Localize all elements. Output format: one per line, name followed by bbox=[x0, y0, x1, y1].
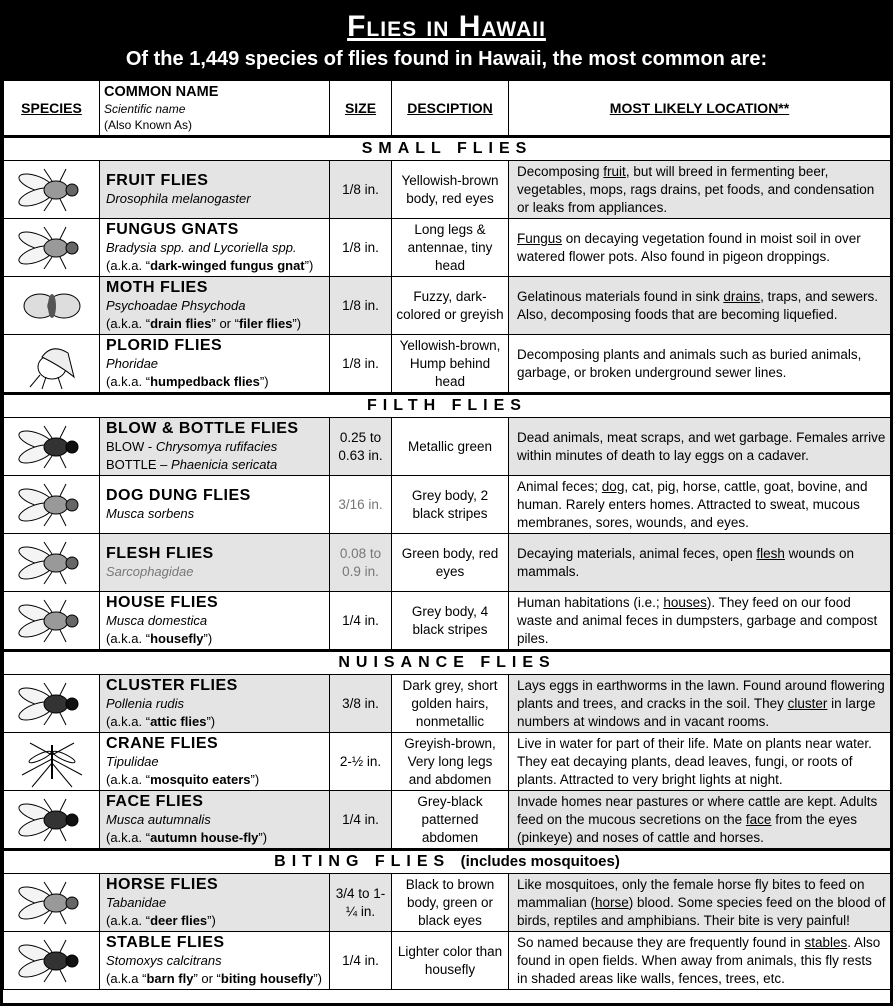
common-name: STABLE FLIES bbox=[106, 934, 225, 951]
species-image bbox=[4, 335, 100, 394]
species-image bbox=[4, 874, 100, 932]
dog-dung-fly-icon bbox=[12, 478, 92, 532]
size-cell: 1/4 in. bbox=[330, 592, 392, 651]
common-name: MOTH FLIES bbox=[106, 279, 208, 296]
common-name-cell bbox=[100, 932, 330, 990]
table-row bbox=[4, 675, 891, 733]
common-name: FLESH FLIES bbox=[106, 545, 214, 562]
common-name-cell bbox=[100, 335, 330, 394]
table-row bbox=[4, 874, 891, 932]
species-image bbox=[4, 733, 100, 791]
keyword: Fungus bbox=[517, 230, 563, 246]
section-header bbox=[4, 651, 891, 675]
description-cell: Dark grey, short golden hairs, nonmetallic bbox=[392, 675, 509, 733]
aka-name: (a.k.a. “deer flies”) bbox=[106, 913, 216, 928]
scientific-name: Musca domestica bbox=[106, 613, 208, 628]
size-cell: 1/4 in. bbox=[330, 791, 392, 850]
location-cell: Decaying materials, animal feces, open flesh wounds on mammals. bbox=[509, 534, 891, 592]
table-row bbox=[4, 161, 891, 219]
species-image bbox=[4, 675, 100, 733]
keyword: flesh bbox=[756, 545, 785, 561]
table-row bbox=[4, 733, 891, 791]
size-cell: 1/8 in. bbox=[330, 335, 392, 394]
scientific-name: Psychoadae Phsychoda bbox=[106, 298, 246, 313]
description-cell: Fuzzy, dark-colored or greyish bbox=[392, 277, 509, 335]
location-cell: Decomposing plants and animals such as buried animals, garbage, or broken underground sewer lines. bbox=[509, 335, 891, 394]
common-name: FACE FLIES bbox=[106, 793, 204, 810]
description-cell: Black to brown body, green or black eyes bbox=[392, 874, 509, 932]
size-cell: 3/16 in. bbox=[330, 476, 392, 534]
aka-name: (a.k.a. “dark-winged fungus gnat”) bbox=[106, 258, 314, 273]
location-cell: Human habitations (i.e.; houses). They feed on our food waste and animal feces in dumpsters, garbage and compost piles. bbox=[509, 592, 891, 651]
page-title: Flies in Hawaii bbox=[347, 10, 546, 43]
horse-fly-icon bbox=[12, 876, 92, 930]
section-title: SMALL FLIES bbox=[361, 140, 533, 157]
common-name-cell bbox=[100, 161, 330, 219]
common-name: DOG DUNG FLIES bbox=[106, 487, 251, 504]
table-row bbox=[4, 592, 891, 651]
keyword: horse bbox=[595, 894, 629, 910]
col-size: SIZE bbox=[330, 81, 392, 137]
size-cell: 0.25 to 0.63 in. bbox=[330, 418, 392, 476]
common-name-cell bbox=[100, 592, 330, 651]
col-common-name: COMMON NAME Scientific name (Also Known As) bbox=[100, 81, 330, 137]
description-cell: Grey body, 2 black stripes bbox=[392, 476, 509, 534]
keyword: fruit bbox=[603, 163, 626, 179]
fruit-fly-icon bbox=[12, 163, 92, 217]
common-name-cell bbox=[100, 675, 330, 733]
scientific-name: Sarcophagidae bbox=[106, 564, 194, 579]
location-cell: Fungus on decaying vegetation found in moist soil in over watered flower pots. Also found in pigeon droppings. bbox=[509, 219, 891, 277]
location-cell: So named because they are frequently found in stables. Also found in open fields. When away from animals, this fly rests in shaded areas like walls, fences, trees, etc. bbox=[509, 932, 891, 990]
common-name-cell bbox=[100, 418, 330, 476]
common-name-cell bbox=[100, 874, 330, 932]
blow-line: BLOW - Chrysomya rufifacies bbox=[106, 439, 278, 454]
location-cell: Lays eggs in earthworms in the lawn. Found around flowering plants and trees, and cracks in the soil. They cluster in large numbers at windows and in vacant rooms. bbox=[509, 675, 891, 733]
section-note: (includes mosquitoes) bbox=[460, 853, 620, 870]
common-name-cell bbox=[100, 277, 330, 335]
location-cell: Like mosquitoes, only the female horse fly bites to feed on mammalian (horse) blood. Some species feed on the blood of birds, reptiles and amphibians. Their bite is very painful! bbox=[509, 874, 891, 932]
bottle-line: BOTTLE – Phaenicia sericata bbox=[106, 457, 278, 472]
section-header bbox=[4, 137, 891, 161]
scientific-name: Tabanidae bbox=[106, 895, 167, 910]
section-header bbox=[4, 394, 891, 418]
section-title: BITING FLIES bbox=[274, 853, 451, 870]
species-image bbox=[4, 534, 100, 592]
house-fly-icon bbox=[12, 594, 92, 648]
size-cell: 0.08 to 0.9 in. bbox=[330, 534, 392, 592]
moth-fly-icon bbox=[12, 279, 92, 333]
species-image bbox=[4, 592, 100, 651]
plorid-fly-icon bbox=[12, 337, 92, 391]
keyword: stables bbox=[804, 934, 848, 950]
common-name-cell bbox=[100, 733, 330, 791]
size-cell: 1/8 in. bbox=[330, 161, 392, 219]
aka-name: (a.k.a “barn fly” or “biting housefly”) bbox=[106, 971, 323, 986]
flies-table bbox=[3, 80, 891, 990]
common-name-cell bbox=[100, 791, 330, 850]
location-cell: Live in water for part of their life. Mate on plants near water. They eat decaying plants, dead leaves, fungi, or roots of plants. Attracted to very bright lights at night. bbox=[509, 733, 891, 791]
description-cell: Grey-black patterned abdomen bbox=[392, 791, 509, 850]
common-name-cell bbox=[100, 219, 330, 277]
crane-fly-icon bbox=[12, 735, 92, 789]
species-image bbox=[4, 476, 100, 534]
description-cell: Greyish-brown, Very long legs and abdomen bbox=[392, 733, 509, 791]
size-cell: 3/4 to 1-¼ in. bbox=[330, 874, 392, 932]
title-banner bbox=[3, 3, 890, 80]
location-cell: Invade homes near pastures or where cattle are kept. Adults feed on the mucous secretions on the face from the eyes (pinkeye) and noses of cattle and horses. bbox=[509, 791, 891, 850]
cluster-fly-icon bbox=[12, 677, 92, 731]
flesh-fly-icon bbox=[12, 536, 92, 590]
keyword: drains bbox=[723, 288, 761, 304]
table-row bbox=[4, 277, 891, 335]
description-cell: Lighter color than housefly bbox=[392, 932, 509, 990]
description-cell: Green body, red eyes bbox=[392, 534, 509, 592]
description-cell: Yellowish-brown body, red eyes bbox=[392, 161, 509, 219]
common-name: CLUSTER FLIES bbox=[106, 677, 238, 694]
table-row bbox=[4, 932, 891, 990]
description-cell: Metallic green bbox=[392, 418, 509, 476]
page-subtitle: Of the 1,449 species of flies found in Hawaii, the most common are: bbox=[125, 48, 768, 70]
location-cell: Dead animals, meat scraps, and wet garbage. Females arrive within minutes of death to lay eggs on a cadaver. bbox=[509, 418, 891, 476]
table-row bbox=[4, 534, 891, 592]
size-cell: 1/4 in. bbox=[330, 932, 392, 990]
size-cell: 2-½ in. bbox=[330, 733, 392, 791]
common-name: CRANE FLIES bbox=[106, 735, 219, 752]
keyword: dog bbox=[601, 478, 625, 494]
species-image bbox=[4, 932, 100, 990]
common-name: FUNGUS GNATS bbox=[106, 221, 239, 238]
table-row bbox=[4, 335, 891, 394]
description-cell: Yellowish-brown, Hump behind head bbox=[392, 335, 509, 394]
table-row bbox=[4, 791, 891, 850]
aka-name: (a.k.a. “housefly”) bbox=[106, 631, 213, 646]
size-cell: 1/8 in. bbox=[330, 277, 392, 335]
common-name: FRUIT FLIES bbox=[106, 172, 209, 189]
section-title: NUISANCE FLIES bbox=[338, 654, 556, 671]
stable-fly-icon bbox=[12, 934, 92, 988]
face-fly-icon bbox=[12, 793, 92, 847]
common-name: PLORID FLIES bbox=[106, 337, 223, 354]
size-cell: 3/8 in. bbox=[330, 675, 392, 733]
section-title: FILTH FLIES bbox=[367, 397, 527, 414]
location-cell: Gelatinous materials found in sink drains, traps, and sewers. Also, decomposing foods that are becoming liquefied. bbox=[509, 277, 891, 335]
species-image bbox=[4, 791, 100, 850]
table-row bbox=[4, 476, 891, 534]
aka-name: (a.k.a. “mosquito eaters”) bbox=[106, 772, 260, 787]
common-name-cell bbox=[100, 534, 330, 592]
section-header bbox=[4, 850, 891, 874]
table-row bbox=[4, 219, 891, 277]
aka-name: (a.k.a. “autumn house-fly”) bbox=[106, 830, 268, 845]
common-name: BLOW & BOTTLE FLIES bbox=[106, 420, 299, 437]
scientific-name: Pollenia rudis bbox=[106, 696, 185, 711]
aka-name: (a.k.a. “humpedback flies”) bbox=[106, 374, 269, 389]
size-cell: 1/8 in. bbox=[330, 219, 392, 277]
aka-name: (a.k.a. “drain flies” or “filer flies”) bbox=[106, 316, 302, 331]
species-image bbox=[4, 418, 100, 476]
keyword: face bbox=[745, 811, 772, 827]
fungus-gnat-icon bbox=[12, 221, 92, 275]
scientific-name: Stomoxys calcitrans bbox=[106, 953, 222, 968]
species-image bbox=[4, 161, 100, 219]
location-cell: Decomposing fruit, but will breed in fermenting beer, vegetables, mops, rags drains, pet foods, and condensation or leaks from appliances. bbox=[509, 161, 891, 219]
species-image bbox=[4, 277, 100, 335]
keyword: cluster bbox=[787, 695, 828, 711]
scientific-name: Musca autumnalis bbox=[106, 812, 211, 827]
table-row bbox=[4, 418, 891, 476]
scientific-name: Tipulidae bbox=[106, 754, 159, 769]
scientific-name: Bradysia spp. and Lycoriella spp. bbox=[106, 240, 297, 255]
common-name-cell bbox=[100, 476, 330, 534]
scientific-name: Phoridae bbox=[106, 356, 159, 371]
scientific-name: Drosophila melanogaster bbox=[106, 191, 251, 206]
blow-fly-icon bbox=[12, 420, 92, 474]
description-cell: Long legs & antennae, tiny head bbox=[392, 219, 509, 277]
col-species: SPECIES bbox=[4, 81, 100, 137]
col-location: MOST LIKELY LOCATION** bbox=[509, 81, 891, 137]
description-cell: Grey body, 4 black stripes bbox=[392, 592, 509, 651]
scientific-name: Musca sorbens bbox=[106, 506, 195, 521]
common-name: HORSE FLIES bbox=[106, 876, 219, 893]
header-row bbox=[4, 81, 891, 137]
location-cell: Animal feces; dog, cat, pig, horse, cattle, goat, bovine, and human. Rarely enters homes. Attracted to sweat, mucous membranes, sores, wounds, and eyes. bbox=[509, 476, 891, 534]
common-name: HOUSE FLIES bbox=[106, 594, 219, 611]
keyword: houses bbox=[663, 594, 707, 610]
aka-name: (a.k.a. “attic flies”) bbox=[106, 714, 216, 729]
species-image bbox=[4, 219, 100, 277]
col-description: DESCIPTION bbox=[392, 81, 509, 137]
